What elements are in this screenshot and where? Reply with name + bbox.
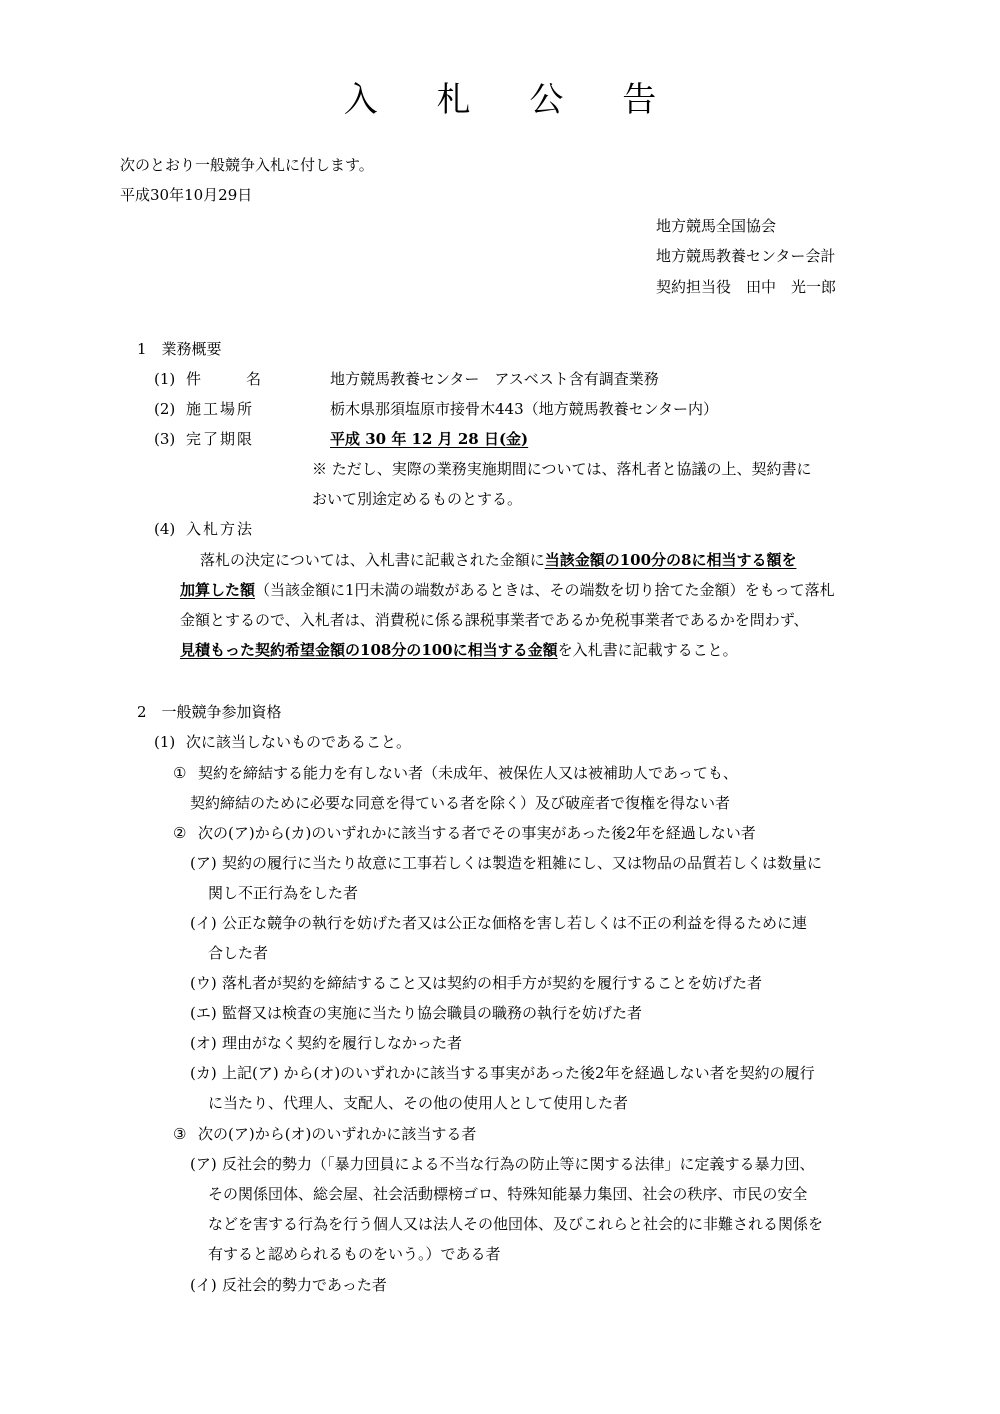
bid-method-emphasis3: 見積もった契約希望金額の108分の100に相当する金額: [180, 641, 558, 659]
s2-c2-f-line2: に当たり、代理人、支配人、その他の使用人として使用した者: [208, 1094, 629, 1112]
issuer-unit: 地方競馬教養センター会計: [656, 247, 836, 265]
s2-c3-a-mark: (ア): [190, 1155, 217, 1173]
s2-c2-c-line1: 落札者が契約を締結すること又は契約の相手方が契約を履行することを妨げた者: [222, 974, 763, 992]
s2-c2-f-mark: (カ): [190, 1064, 217, 1082]
bid-method-line2: [180, 580, 835, 600]
s2-c2-c-mark: (ウ): [190, 974, 217, 992]
s2-c1-line1: 契約を締結する能力を有しない者（未成年、被保佐人又は被補助人であっても、: [198, 764, 738, 782]
bid-method-line4-text: を入札書に記載すること。: [557, 641, 738, 659]
s2-c3-b-mark: (イ): [190, 1276, 217, 1294]
s2-c2-b-line1: 公正な競争の執行を妨げた者又は公正な価格を害し若しくは不正の利益を得るために連: [222, 914, 808, 932]
item2-label: 施工場所: [186, 400, 255, 418]
item1-value: 地方競馬教養センター アスベスト含有調査業務: [330, 370, 659, 388]
s2-c2-a-line1: 契約の履行に当たり故意に工事若しくは製造を粗雑にし、又は物品の品質若しくは数量に: [222, 854, 823, 872]
item3-num: (3): [154, 430, 176, 448]
s2-c3-text: 次の(ア)から(オ)のいずれかに該当する者: [198, 1125, 477, 1143]
s2-c3-a-line2: その関係団体、総会屋、社会活動標榜ゴロ、特殊知能暴力集団、社会の秩序、市民の安全: [208, 1185, 808, 1203]
s2-p1-num: (1): [154, 733, 176, 751]
s2-c2-e-line1: 理由がなく契約を履行しなかった者: [222, 1034, 463, 1052]
s2-c2-b-line2: 合した者: [208, 944, 269, 962]
item3-note-line2: おいて別途定めるものとする。: [312, 490, 523, 508]
item3-note-line1: ※ ただし、実際の業務実施期間については、落札者と協議の上、契約書に: [312, 460, 812, 478]
bid-method-emphasis1: 当該金額の100分の8に相当する額を: [544, 551, 797, 569]
s2-c3-b-line1: 反社会的勢力であった者: [222, 1276, 387, 1294]
issuer-org: 地方競馬全国協会: [656, 217, 777, 235]
item4-num: (4): [154, 520, 176, 538]
item1-label: 件 名: [186, 370, 262, 388]
bid-method-line2-text: （当該金額に1円未満の端数があるときは、その端数を切り捨てた金額）をもって落札: [255, 581, 835, 599]
notice-date: 平成30年10月29日: [120, 186, 253, 204]
item1-num: (1): [154, 370, 176, 388]
bid-method-emphasis2: 加算した額: [180, 581, 256, 599]
s2-p1-text: 次に該当しないものであること。: [186, 733, 412, 751]
bid-method-line4: [180, 640, 738, 660]
bid-method-line1-text: 落札の決定については、入札書に記載された金額に: [200, 551, 545, 569]
item2-num: (2): [154, 400, 176, 418]
item3-deadline: 平成 30 年 12 月 28 日(金): [330, 430, 529, 448]
bid-method-line1: [200, 550, 796, 570]
s2-c2-a-mark: (ア): [190, 854, 217, 872]
item2-value: 栃木県那須塩原市接骨木443（地方競馬教養センター内）: [330, 400, 719, 418]
page-title: 入 札 公 告: [343, 80, 681, 120]
section1-heading: 1 業務概要: [137, 340, 222, 358]
s2-c2-f-line1: 上記(ア) から(オ)のいずれかに該当する事実があった後2年を経過しない者を契約の履行: [222, 1064, 815, 1082]
bid-method-line3: 金額とするので、入札者は、消費税に係る課税事業者であるか免税事業者であるかを問わず、: [180, 611, 809, 629]
s2-c1-line2: 契約締結のために必要な同意を得ている者を除く）及び破産者で復権を得ない者: [190, 794, 731, 812]
s2-c1-mark: ①: [173, 764, 187, 782]
item4-label: 入札方法: [186, 520, 255, 538]
s2-c3-mark: ③: [173, 1125, 187, 1143]
s2-c2-a-line2: 関し不正行為をした者: [208, 884, 359, 902]
s2-c2-e-mark: (オ): [190, 1034, 217, 1052]
s2-c2-d-mark: (エ): [190, 1004, 217, 1022]
s2-c2-d-line1: 監督又は検査の実施に当たり協会職員の職務の執行を妨げた者: [222, 1004, 643, 1022]
s2-c2-mark: ②: [173, 824, 187, 842]
s2-c3-a-line3: などを害する行為を行う個人又は法人その他団体、及びこれらと社会的に非難される関係を: [208, 1215, 824, 1233]
s2-c3-a-line1: 反社会的勢力（「暴力団員による不当な行為の防止等に関する法律」に定義する暴力団、: [222, 1155, 815, 1173]
intro-text: 次のとおり一般競争入札に付します。: [120, 156, 374, 174]
s2-c2-b-mark: (イ): [190, 914, 217, 932]
issuer-person: 契約担当役 田中 光一郎: [656, 278, 837, 296]
item3-label: 完了期限: [186, 430, 255, 448]
s2-c3-a-line4: 有すると認められるものをいう。）である者: [208, 1245, 501, 1263]
section2-heading: 2 一般競争参加資格: [137, 703, 282, 721]
s2-c2-text: 次の(ア)から(カ)のいずれかに該当する者でその事実があった後2年を経過しない者: [198, 824, 756, 842]
